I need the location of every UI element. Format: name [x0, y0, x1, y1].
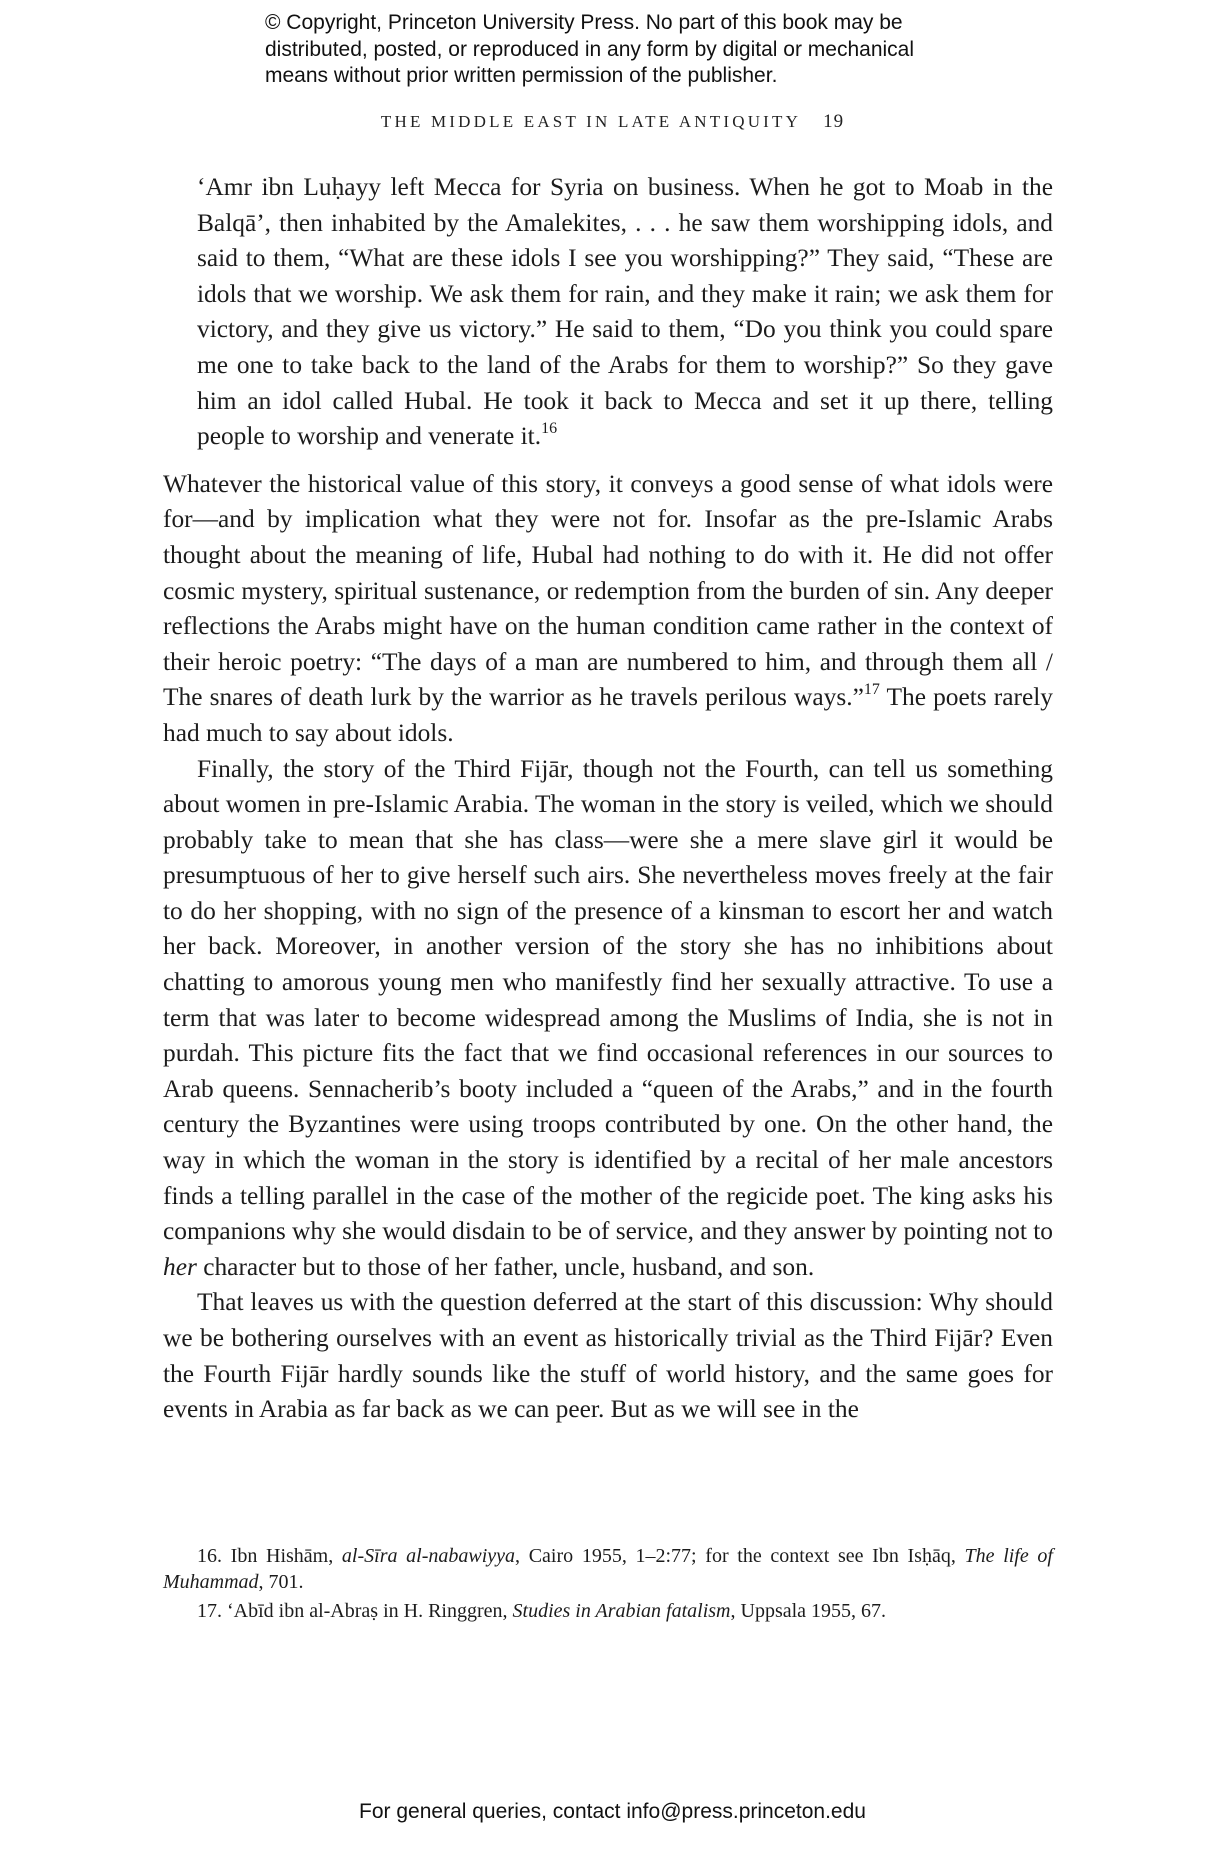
- running-head-title: THE MIDDLE EAST IN LATE ANTIQUITY: [380, 112, 802, 131]
- footnote-17: [163, 1598, 1053, 1624]
- footnote-17-suffix: , Uppsala 1955, 67.: [730, 1600, 887, 1622]
- footnote-16: [163, 1543, 1053, 1595]
- block-quote: [197, 170, 1053, 455]
- paragraph-1-text: Whatever the historical value of this story, it conveys a good sense of what idols were for—and by implication what they were not for. Insofar as the pre-Islamic Arabs thought about the meaning of life, Hubal had nothing to do with it. He did not offer cosmic mystery, spiritual sustenance, or redemption from the burden of sin. Any deeper reflections the Arabs might have on the human condition came rather in the context of their heroic poetry: “The days of a man are numbered to him, and through them all / The snares of death lurk by the warrior as he travels perilous ways.”: [163, 469, 1053, 712]
- running-head: [0, 111, 1225, 133]
- footnote-ref-16: 16: [541, 420, 558, 438]
- paragraph-2-text-end: character but to those of her father, uncle, husband, and son.: [196, 1252, 815, 1281]
- paragraph-1-text-end: The poets rarely had much to say about idols.: [163, 683, 1053, 747]
- paragraph-2-emphasis: her: [163, 1252, 197, 1281]
- footnote-16-middle: , Cairo 1955, 1–2:77; for the context see Ibn Isḥāq,: [515, 1545, 965, 1567]
- page-number: 19: [823, 111, 845, 132]
- paragraph-1: [163, 467, 1053, 752]
- footnote-ref-17: 17: [863, 681, 880, 699]
- copyright-line-1: © Copyright, Princeton University Press. No part of this book may be: [265, 11, 903, 34]
- copyright-line-2: distributed, posted, or reproduced in any form by digital or mechanical: [265, 37, 915, 61]
- copyright-line-3: means without prior written permission of the publisher.: [265, 64, 778, 87]
- block-quote-text: ‘Amr ibn Luḥayy left Mecca for Syria on business. When he got to Moab in the Balqā’, then inhabited by the Amalekites, . . . he saw them worshipping idols, and said to them, “What are these idols I see you worshipping?” They said, “These are idols that we worship. We ask them for rain, and they make it rain; we ask them for victory, and they give us victory.” He said to them, “Do you think you could spare me one to take back to the land of the Arabs for them to worship?” So they gave him an idol called Hubal. He took it back to Mecca and set it up there, telling people to worship and venerate it.: [197, 173, 1053, 451]
- footnote-16-title-1: al-Sīra al-nabawiyya: [341, 1545, 516, 1567]
- footnote-16-number: 16. Ibn Hishām,: [197, 1545, 342, 1567]
- footer-contact: For general queries, contact info@press.princeton.edu: [359, 1800, 866, 1823]
- footnote-17-number: 17. ‘Abīd ibn al-Abraṣ in H. Ringgren,: [197, 1600, 513, 1622]
- copyright-notice: [265, 10, 985, 90]
- paragraph-2-text: Finally, the story of the Third Fijār, though not the Fourth, can tell us something about women in pre-Islamic Arabia. The woman in the story is veiled, which we should probably take to mean that she has class—were she a mere slave girl it would be presumptuous of her to give herself such airs. She nevertheless moves freely at the fair to do her shopping, with no sign of the presence of a kinsman to escort her and watch her back. Moreover, in another version of the story she has no inhibitions about chatting to amorous young men who manifestly find her sexually attractive. To use a term that was later to become widespread among the Muslims of India, she is not in purdah. This picture fits the fact that we find occasional references in our sources to Arab queens. Sennacherib’s booty included a “queen of the Arabs,” and in the fourth century the Byzantines were using troops contributed by one. On the other hand, the way in which the woman in the story is identified by a recital of her male ancestors finds a telling parallel in the case of the mother of the regicide poet. The king asks his companions why she would disdain to be of service, and they answer by pointing not to: [163, 754, 1053, 1246]
- paragraph-2: [163, 752, 1053, 1286]
- footnote-17-title: Studies in Arabian fatalism: [512, 1600, 731, 1622]
- footnote-16-title-2: The life of Muhammad: [163, 1545, 1053, 1593]
- footnote-16-suffix: , 701.: [258, 1571, 304, 1593]
- paragraph-3-text: That leaves us with the question deferred at the start of this discussion: Why should we be bothering ourselves with an event as historically trivial as the Third Fijār? Even the Fourth Fijār hardly sounds like the stuff of world history, and the same goes for events in Arabia as far back as we can peer. But as we will see in the: [163, 1288, 1053, 1424]
- footnotes: [163, 1543, 1053, 1627]
- paragraph-3: [163, 1285, 1053, 1427]
- body-text: [163, 170, 1053, 1428]
